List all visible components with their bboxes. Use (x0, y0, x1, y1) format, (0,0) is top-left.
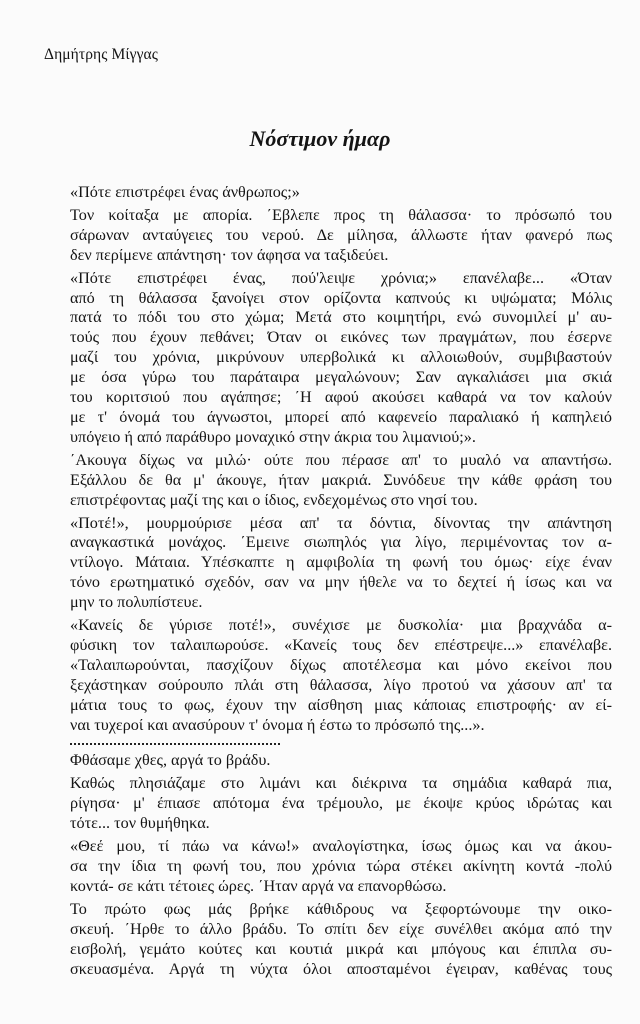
paragraph (44, 269, 612, 448)
text-line: μην το πολυπίστευε. (70, 593, 203, 612)
text-line: «Κανείς δε γύρισε ποτέ!», συνέχισε με δυσκολία· μια βραχνάδα α- (70, 616, 612, 635)
text-line: σκευασμένα. Αργά τη νύχτα όλοι αποσταμένοι έγειραν, καθένας τους (70, 959, 612, 978)
text-line: με τ' όνομά του άγνωστοι, μπορεί από καφενείο παραλιακό ή καπηλειό (70, 407, 612, 426)
text-line: «Ταλαιπωρούνται, πασχίζουν δίχως αποτέλεσμα και μόνο εκείνοι που (70, 655, 612, 674)
text-line: φύσικη τον ταλαιπωρούσε. «Κανείς τους δεν επέστρεψε...» επανέλαβε. (70, 635, 612, 654)
text-line: σα την ίδια τη φωνή του, που χρόνια τώρα στέκει ακίνητη κοντά -πολύ (70, 857, 612, 875)
text-line: δεν περίμενε απάντηση· τον άφησα να ταξιδεύει. (70, 245, 389, 264)
text-line: πατά το πόδι του στο χώμα; Μετά στο κοιμητήρι, ενώ συνομιλεί μ' αυ- (70, 308, 612, 327)
paragraph (44, 774, 612, 834)
paragraph (44, 514, 612, 614)
text-line: από τη θάλασσα ξανοίγει στον ορίζοντα καπνούς κι υψώματα; Μόλις (70, 288, 612, 307)
text-line: Φθάσαμε χθες, αργά το βράδυ. (70, 751, 271, 770)
text-line: ρίγησα· μ' έπιασε απότομα ένα τρέμουλο, με έκοψε κρύος ιδρώτας και (70, 794, 612, 813)
text-line: σκευή. ΄Ηρθε το άλλο βράδυ. Το σπίτι δεν είχε συνέλθει ακόμα από την (70, 919, 612, 938)
paragraph (44, 900, 612, 980)
text-line: «Θεέ μου, τί πάω να κάνω!» αναλογίστηκα, ίσως όμως και να άκου- (70, 837, 612, 856)
running-header-author: Δημήτρης Μίγγας (44, 46, 158, 63)
text-line: μάτια τους το φως, έχουν την αίσθηση μιας κάποιας επιστροφής· αν εί- (70, 695, 612, 714)
paragraph (44, 206, 612, 266)
text-line: κοντά- σε κάτι τέτοιες ώρες. ΄Ηταν αργά να επανορθώσω. (70, 876, 447, 895)
text-line: Τον κοίταξα με απορία. ΄Εβλεπε προς τη θάλασσα· το πρόσωπό του (70, 205, 612, 224)
paragraph (44, 751, 612, 771)
text-line: ντίλογο. Μάταια. Υπέσκαπτε η αμφιβολία τη φωνή του όμως· είχε έναν (70, 553, 612, 572)
paragraph (44, 183, 612, 203)
text-line: «Πότε επιστρέφει ένας άνθρωπος;» (70, 183, 300, 201)
text-line: Καθώς πλησιάζαμε στο λιμάνι και διέκρινα τα σημάδια καθαρά πια, (70, 774, 612, 793)
text-line: σάρωναν ανταύγειες του νερού. Δε μίλησα, άλλωστε ήταν φανερό πως (70, 225, 612, 244)
text-line: Το πρώτο φως μάς βρήκε κάθιδρους να ξεφορτώνουμε την οικο- (70, 899, 612, 918)
text-line: τότε... τον θυμήθηκα. (70, 814, 210, 833)
text-line: υπόγειο ή από παράθυρο μοναχικό στην άκρια του λιμανιού;». (70, 427, 476, 446)
paragraph (44, 837, 612, 897)
chapter-title: Νόστιμον ήμαρ (249, 126, 391, 151)
text-line: ΄Ακουγα δίχως να μιλώ· ούτε που πέρασε απ' το μυαλό να απαντήσω. (70, 450, 612, 469)
text-line: τούς που έχουν πεθάνει; Όταν οι εικόνες των πραγμάτων, που έσερνε (70, 328, 612, 347)
text-line: ξεχάστηκαν σούρουπο πλάι στη θάλασσα, λίγο προτού να χάσουν απ' τα (70, 675, 612, 694)
text-line: «Ποτέ!», μουρμούρισε μέσα απ' τα δόντια, δίνοντας την απάντηση (70, 513, 612, 532)
text-line: του κοριτσιού που αγάπησε; ΄Η αφού ακούσει καθαρά να τον καλούν (70, 388, 612, 407)
paragraph (44, 616, 612, 735)
text-line: εισβολή, γεμάτο κούτες και κουτιά μικρά και μπόγους και έπιπλα συ- (70, 939, 612, 958)
section-separator (70, 739, 280, 745)
text-line: μαζί του χρόνια, μικρύνουν υπερβολικά κι αλλοιωθούν, συμβιβαστούν (70, 348, 612, 367)
text-line: Εξάλλου δε θα μ' άκουγε, ήταν μακριά. Συνόδευε την κάθε φράση του (70, 470, 612, 489)
text-line: αναγκαστικά μονάχος. ΄Εμεινε σιωπηλός για λίγο, περιμένοντας τον α- (70, 533, 612, 552)
text-line: ναι τυχεροί και ανασύρουν τ' όνομα ή έστω το πρόσωπό της...». (70, 715, 485, 734)
text-line: «Πότε επιστρέφει ένας, πού'λειψε χρόνια;» επανέλαβε... «Όταν (70, 268, 612, 287)
text-line: τόνο ερωτηματικό σχεδόν, σαν να μην ήθελε να το δεχτεί ή ίσως και να (70, 573, 612, 592)
text-line: επιστρέφοντας μαζί της και ο ίδιος, ενδεχομένως στο νησί του. (70, 490, 478, 509)
body-text (44, 183, 612, 979)
text-line: με όσα γύρω του παράταιρα μεγαλώνουν; Σαν αγκαλιάσει μια σκιά (70, 368, 612, 387)
paragraph (44, 451, 612, 511)
